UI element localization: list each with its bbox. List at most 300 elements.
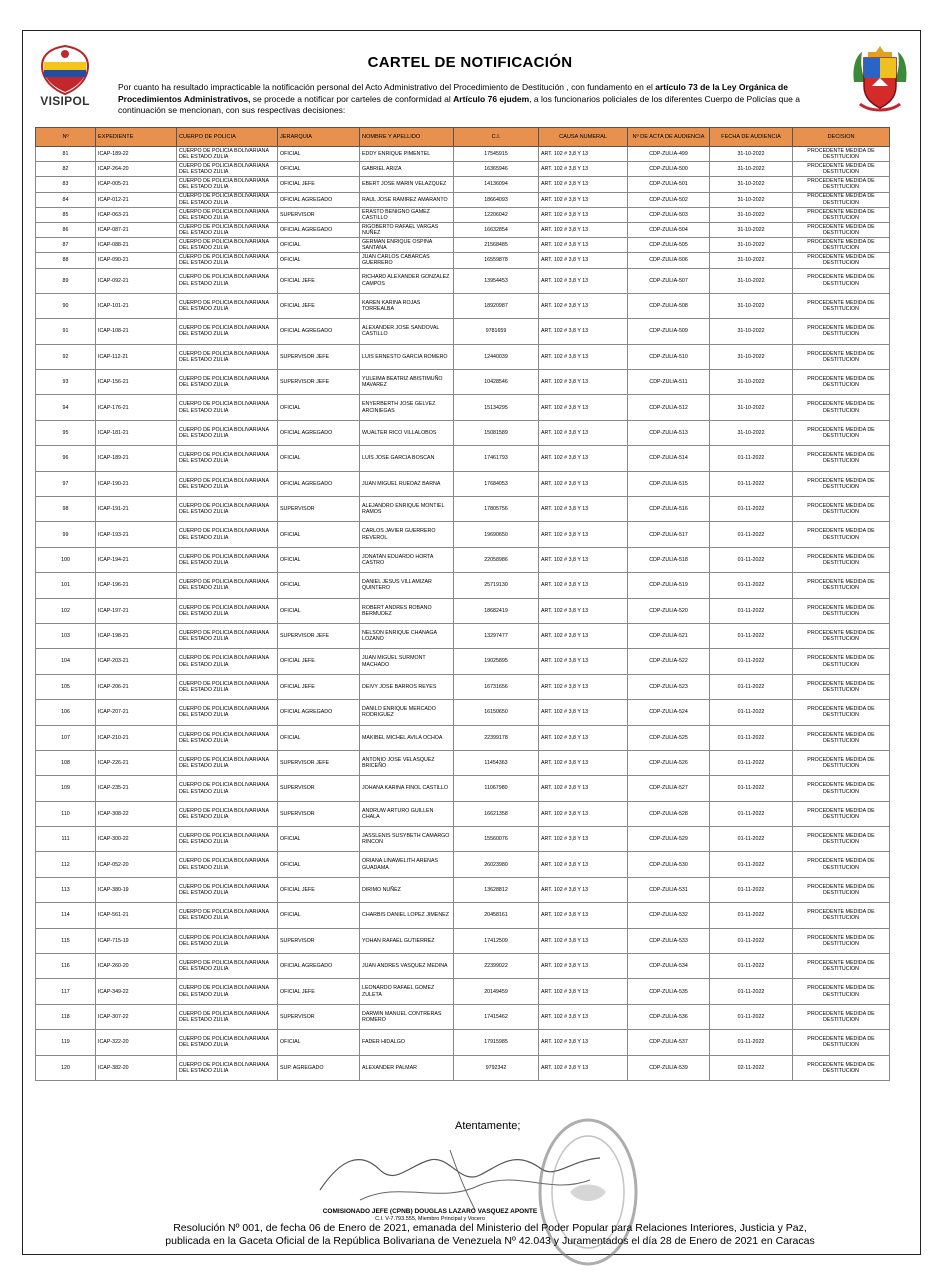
row-numero: 97 <box>36 471 96 496</box>
row-decision: PROCEDENTE MEDIDA DE DESTITUCION <box>793 776 890 801</box>
row-expediente: ICAP-176-21 <box>96 395 177 420</box>
row-cuerpo: CUERPO DE POLICIA BOLIVARIANA DEL ESTADO ZULIA <box>177 319 278 344</box>
row-numero: 101 <box>36 573 96 598</box>
row-causa: ART. 102 # 3,8 Y 13 <box>539 776 628 801</box>
row-cuerpo: CUERPO DE POLICIA BOLIVARIANA DEL ESTADO ZULIA <box>177 1004 278 1029</box>
row-decision: PROCEDENTE MEDIDA DE DESTITUCION <box>793 1030 890 1055</box>
row-numero: 83 <box>36 177 96 192</box>
row-expediente: ICAP-307-22 <box>96 1004 177 1029</box>
table-row <box>36 344 890 369</box>
table-row <box>36 852 890 877</box>
row-numero: 100 <box>36 547 96 572</box>
row-acta: CDP-ZULIA-527 <box>628 776 710 801</box>
row-ci: 15134295 <box>454 395 539 420</box>
row-ci: 12440039 <box>454 344 539 369</box>
row-fecha: 01-11-2022 <box>710 598 793 623</box>
row-acta: CDP-ZULIA-529 <box>628 827 710 852</box>
row-jerarquia: OFICIAL <box>278 253 360 268</box>
row-ci: 22399178 <box>454 725 539 750</box>
table-row <box>36 177 890 192</box>
intro-text-1: Por cuanto ha resultado impracticable la notificación personal del Acto Administrativo del Procedimiento de Destitución , con fundamento en el <box>118 82 656 92</box>
row-cuerpo: CUERPO DE POLICIA BOLIVARIANA DEL ESTADO ZULIA <box>177 623 278 648</box>
row-expediente: ICAP-382-20 <box>96 1055 177 1080</box>
row-causa: ART. 102 # 3,8 Y 13 <box>539 725 628 750</box>
row-acta: CDP-ZULIA-534 <box>628 954 710 979</box>
row-causa: ART. 102 # 3,8 Y 13 <box>539 395 628 420</box>
row-jerarquia: OFICIAL <box>278 827 360 852</box>
row-numero: 103 <box>36 623 96 648</box>
row-decision: PROCEDENTE MEDIDA DE DESTITUCION <box>793 471 890 496</box>
table-row <box>36 1055 890 1080</box>
row-decision: PROCEDENTE MEDIDA DE DESTITUCION <box>793 547 890 572</box>
row-cuerpo: CUERPO DE POLICIA BOLIVARIANA DEL ESTADO ZULIA <box>177 222 278 237</box>
row-ci: 22058986 <box>454 547 539 572</box>
row-decision: PROCEDENTE MEDIDA DE DESTITUCION <box>793 162 890 177</box>
row-numero: 119 <box>36 1030 96 1055</box>
row-nombre: LUIS JOSE GARCIA BOSCAN <box>360 446 454 471</box>
row-fecha: 31-10-2022 <box>710 207 793 222</box>
row-nombre: ALEJANDRO ENRIQUE MONTIEL RAMOS <box>360 497 454 522</box>
row-cuerpo: CUERPO DE POLICIA BOLIVARIANA DEL ESTADO ZULIA <box>177 344 278 369</box>
col-header-causa: CAUSA NUMERAL <box>539 128 628 147</box>
row-expediente: ICAP-194-21 <box>96 547 177 572</box>
row-causa: ART. 102 # 3,8 Y 13 <box>539 1004 628 1029</box>
row-nombre: WUALTER RICO VILLALOBOS <box>360 420 454 445</box>
row-fecha: 01-11-2022 <box>710 497 793 522</box>
row-ci: 15081589 <box>454 420 539 445</box>
row-ci: 10428546 <box>454 370 539 395</box>
row-ci: 12206042 <box>454 207 539 222</box>
table-row <box>36 801 890 826</box>
row-expediente: ICAP-322-20 <box>96 1030 177 1055</box>
row-acta: CDP-ZULIA-537 <box>628 1030 710 1055</box>
row-jerarquia: SUPERVISOR JEFE <box>278 623 360 648</box>
row-expediente: ICAP-715-19 <box>96 928 177 953</box>
row-nombre: ANTONIO JOSE VELASQUEZ BRICEÑO <box>360 750 454 775</box>
table-row <box>36 162 890 177</box>
row-causa: ART. 102 # 3,8 Y 13 <box>539 623 628 648</box>
row-cuerpo: CUERPO DE POLICIA BOLIVARIANA DEL ESTADO ZULIA <box>177 268 278 293</box>
row-nombre: FADER HIDALGO <box>360 1030 454 1055</box>
row-nombre: ENYERBERTH JOSE GELVEZ ARCINIEGAS <box>360 395 454 420</box>
row-jerarquia: OFICIAL AGREGADO <box>278 420 360 445</box>
row-acta: CDP-ZULIA-516 <box>628 497 710 522</box>
row-numero: 89 <box>36 268 96 293</box>
row-causa: ART. 102 # 3,8 Y 13 <box>539 928 628 953</box>
row-expediente: ICAP-063-21 <box>96 207 177 222</box>
row-numero: 94 <box>36 395 96 420</box>
table-row <box>36 471 890 496</box>
row-cuerpo: CUERPO DE POLICIA BOLIVARIANA DEL ESTADO ZULIA <box>177 522 278 547</box>
row-jerarquia: OFICIAL <box>278 903 360 928</box>
row-expediente: ICAP-198-21 <box>96 623 177 648</box>
row-causa: ART. 102 # 3,8 Y 13 <box>539 598 628 623</box>
row-fecha: 31-10-2022 <box>710 192 793 207</box>
row-numero: 113 <box>36 877 96 902</box>
row-expediente: ICAP-380-19 <box>96 877 177 902</box>
row-nombre: JOHANA KARINA FINOL CASTILLO <box>360 776 454 801</box>
row-numero: 81 <box>36 147 96 162</box>
row-fecha: 01-11-2022 <box>710 725 793 750</box>
row-cuerpo: CUERPO DE POLICIA BOLIVARIANA DEL ESTADO ZULIA <box>177 420 278 445</box>
col-header-cuerpo: CUERPO DE POLICIA <box>177 128 278 147</box>
row-cuerpo: CUERPO DE POLICIA BOLIVARIANA DEL ESTADO ZULIA <box>177 598 278 623</box>
row-acta: CDP-ZULIA-507 <box>628 268 710 293</box>
row-nombre: RAUL JOSE RAMIREZ AMARANTO <box>360 192 454 207</box>
coat-of-arms-icon <box>850 42 910 116</box>
row-causa: ART. 102 # 3,8 Y 13 <box>539 162 628 177</box>
row-nombre: ALEXANDER JOSE SANDOVAL CASTILLO <box>360 319 454 344</box>
table-row <box>36 674 890 699</box>
row-ci: 16632854 <box>454 222 539 237</box>
row-decision: PROCEDENTE MEDIDA DE DESTITUCION <box>793 979 890 1004</box>
table-body <box>36 147 890 1081</box>
row-cuerpo: CUERPO DE POLICIA BOLIVARIANA DEL ESTADO ZULIA <box>177 446 278 471</box>
row-cuerpo: CUERPO DE POLICIA BOLIVARIANA DEL ESTADO ZULIA <box>177 979 278 1004</box>
footer-line-1: Resolución Nº 001, de fecha 06 de Enero de 2021, emanada del Ministerio del Poder Popular para Relaciones Interiores, Justicia y Paz, <box>173 1222 807 1234</box>
row-expediente: ICAP-235-21 <box>96 776 177 801</box>
row-jerarquia: OFICIAL JEFE <box>278 649 360 674</box>
row-acta: CDP-ZULIA-533 <box>628 928 710 953</box>
row-cuerpo: CUERPO DE POLICIA BOLIVARIANA DEL ESTADO ZULIA <box>177 207 278 222</box>
row-cuerpo: CUERPO DE POLICIA BOLIVARIANA DEL ESTADO ZULIA <box>177 497 278 522</box>
row-decision: PROCEDENTE MEDIDA DE DESTITUCION <box>793 319 890 344</box>
row-cuerpo: CUERPO DE POLICIA BOLIVARIANA DEL ESTADO ZULIA <box>177 162 278 177</box>
row-nombre: CHARBIS DANIEL LOPEZ JIMENEZ <box>360 903 454 928</box>
row-decision: PROCEDENTE MEDIDA DE DESTITUCION <box>793 877 890 902</box>
row-ci: 9781659 <box>454 319 539 344</box>
row-nombre: EDDY ENRIQUE PIMENTEL <box>360 147 454 162</box>
row-cuerpo: CUERPO DE POLICIA BOLIVARIANA DEL ESTADO ZULIA <box>177 649 278 674</box>
row-causa: ART. 102 # 3,8 Y 13 <box>539 319 628 344</box>
row-expediente: ICAP-206-21 <box>96 674 177 699</box>
row-jerarquia: SUPERVISOR JEFE <box>278 750 360 775</box>
row-nombre: JUAN CARLOS CABARCAS GUERRERO <box>360 253 454 268</box>
row-numero: 96 <box>36 446 96 471</box>
table-row <box>36 497 890 522</box>
footer-text <box>150 1222 830 1248</box>
row-nombre: ERASTO BENIGNO GAMEZ CASTILLO <box>360 207 454 222</box>
row-cuerpo: CUERPO DE POLICIA BOLIVARIANA DEL ESTADO ZULIA <box>177 700 278 725</box>
row-decision: PROCEDENTE MEDIDA DE DESTITUCION <box>793 598 890 623</box>
row-nombre: DANIEL JESUS VILLAMIZAR QUINTERO <box>360 573 454 598</box>
row-ci: 13628812 <box>454 877 539 902</box>
row-acta: CDP-ZULIA-510 <box>628 344 710 369</box>
row-causa: ART. 102 # 3,8 Y 13 <box>539 522 628 547</box>
table-row <box>36 776 890 801</box>
row-acta: CDP-ZULIA-504 <box>628 222 710 237</box>
row-jerarquia: SUPERVISOR JEFE <box>278 370 360 395</box>
row-cuerpo: CUERPO DE POLICIA BOLIVARIANA DEL ESTADO ZULIA <box>177 147 278 162</box>
row-expediente: ICAP-193-21 <box>96 522 177 547</box>
row-jerarquia: OFICIAL <box>278 573 360 598</box>
row-decision: PROCEDENTE MEDIDA DE DESTITUCION <box>793 497 890 522</box>
row-acta: CDP-ZULIA-532 <box>628 903 710 928</box>
row-jerarquia: OFICIAL <box>278 1030 360 1055</box>
row-ci: 19690650 <box>454 522 539 547</box>
row-decision: PROCEDENTE MEDIDA DE DESTITUCION <box>793 827 890 852</box>
row-fecha: 01-11-2022 <box>710 954 793 979</box>
col-header-jerarquia: JERARQUIA <box>278 128 360 147</box>
row-nombre: ALEXANDER PALMAR <box>360 1055 454 1080</box>
row-causa: ART. 102 # 3,8 Y 13 <box>539 852 628 877</box>
row-decision: PROCEDENTE MEDIDA DE DESTITUCION <box>793 395 890 420</box>
intro-paragraph <box>118 82 820 117</box>
table-row <box>36 319 890 344</box>
row-ci: 9792342 <box>454 1055 539 1080</box>
row-ci: 25719130 <box>454 573 539 598</box>
col-header-fecha: FECHA DE AUDIENCIA <box>710 128 793 147</box>
row-ci: 11067980 <box>454 776 539 801</box>
row-decision: PROCEDENTE MEDIDA DE DESTITUCION <box>793 1055 890 1080</box>
row-fecha: 31-10-2022 <box>710 268 793 293</box>
table-row <box>36 1004 890 1029</box>
row-nombre: ORIANA LINAWELITH ARENAS GUADAMA <box>360 852 454 877</box>
table-row <box>36 573 890 598</box>
row-acta: CDP-ZULIA-502 <box>628 192 710 207</box>
row-causa: ART. 102 # 3,8 Y 13 <box>539 222 628 237</box>
row-fecha: 01-11-2022 <box>710 1004 793 1029</box>
row-fecha: 01-11-2022 <box>710 776 793 801</box>
row-numero: 90 <box>36 293 96 318</box>
row-ci: 18664093 <box>454 192 539 207</box>
row-ci: 16621358 <box>454 801 539 826</box>
row-causa: ART. 102 # 3,8 Y 13 <box>539 649 628 674</box>
row-decision: PROCEDENTE MEDIDA DE DESTITUCION <box>793 293 890 318</box>
row-jerarquia: OFICIAL <box>278 725 360 750</box>
row-fecha: 01-11-2022 <box>710 547 793 572</box>
table-row <box>36 827 890 852</box>
row-acta: CDP-ZULIA-522 <box>628 649 710 674</box>
row-expediente: ICAP-112-21 <box>96 344 177 369</box>
row-causa: ART. 102 # 3,8 Y 13 <box>539 207 628 222</box>
row-decision: PROCEDENTE MEDIDA DE DESTITUCION <box>793 420 890 445</box>
col-header-decision: DECISION <box>793 128 890 147</box>
row-jerarquia: OFICIAL JEFE <box>278 979 360 1004</box>
row-decision: PROCEDENTE MEDIDA DE DESTITUCION <box>793 1004 890 1029</box>
row-decision: PROCEDENTE MEDIDA DE DESTITUCION <box>793 192 890 207</box>
table-row <box>36 598 890 623</box>
row-cuerpo: CUERPO DE POLICIA BOLIVARIANA DEL ESTADO ZULIA <box>177 395 278 420</box>
intro-text-3: , a los funcionarios policiales de los diferentes Cuerpo de Policías que a continuación se mencionan, con sus respectivas decisiones: <box>118 93 800 115</box>
row-expediente: ICAP-349-22 <box>96 979 177 1004</box>
row-acta: CDP-ZULIA-531 <box>628 877 710 902</box>
row-jerarquia: SUP. AGREGADO <box>278 1055 360 1080</box>
row-jerarquia: OFICIAL <box>278 446 360 471</box>
row-decision: PROCEDENTE MEDIDA DE DESTITUCION <box>793 700 890 725</box>
row-nombre: CARLOS JAVIER GUERRERO REVEROL <box>360 522 454 547</box>
row-numero: 105 <box>36 674 96 699</box>
row-numero: 84 <box>36 192 96 207</box>
row-expediente: ICAP-181-21 <box>96 420 177 445</box>
table-row <box>36 954 890 979</box>
row-jerarquia: OFICIAL JEFE <box>278 877 360 902</box>
row-jerarquia: OFICIAL <box>278 547 360 572</box>
row-expediente: ICAP-207-21 <box>96 700 177 725</box>
row-nombre: NELSON ENRIQUE CHANAGA LOZANO <box>360 623 454 648</box>
col-header-acta: Nº DE ACTA DE AUDIENCIA <box>628 128 710 147</box>
row-fecha: 01-11-2022 <box>710 522 793 547</box>
row-decision: PROCEDENTE MEDIDA DE DESTITUCION <box>793 928 890 953</box>
row-jerarquia: OFICIAL JEFE <box>278 177 360 192</box>
row-causa: ART. 102 # 3,8 Y 13 <box>539 1055 628 1080</box>
row-numero: 112 <box>36 852 96 877</box>
row-ci: 26023980 <box>454 852 539 877</box>
table-row <box>36 903 890 928</box>
row-fecha: 31-10-2022 <box>710 177 793 192</box>
row-jerarquia: OFICIAL JEFE <box>278 268 360 293</box>
row-numero: 108 <box>36 750 96 775</box>
row-decision: PROCEDENTE MEDIDA DE DESTITUCION <box>793 649 890 674</box>
row-fecha: 31-10-2022 <box>710 293 793 318</box>
row-numero: 111 <box>36 827 96 852</box>
row-causa: ART. 102 # 3,8 Y 13 <box>539 177 628 192</box>
row-acta: CDP-ZULIA-525 <box>628 725 710 750</box>
row-causa: ART. 102 # 3,8 Y 13 <box>539 674 628 699</box>
row-causa: ART. 102 # 3,8 Y 13 <box>539 253 628 268</box>
row-decision: PROCEDENTE MEDIDA DE DESTITUCION <box>793 852 890 877</box>
row-fecha: 01-11-2022 <box>710 979 793 1004</box>
table-row <box>36 395 890 420</box>
row-cuerpo: CUERPO DE POLICIA BOLIVARIANA DEL ESTADO ZULIA <box>177 177 278 192</box>
table-row <box>36 238 890 253</box>
row-jerarquia: SUPERVISOR JEFE <box>278 344 360 369</box>
row-fecha: 31-10-2022 <box>710 162 793 177</box>
row-acta: CDP-ZULIA-515 <box>628 471 710 496</box>
row-ci: 13954453 <box>454 268 539 293</box>
table-header-row <box>36 128 890 147</box>
row-numero: 110 <box>36 801 96 826</box>
col-header-expediente: EXPEDIENTE <box>96 128 177 147</box>
row-jerarquia: SUPERVISOR <box>278 801 360 826</box>
table-row <box>36 547 890 572</box>
row-ci: 20458161 <box>454 903 539 928</box>
official-seal-stamp <box>530 1112 640 1272</box>
table-row <box>36 522 890 547</box>
row-expediente: ICAP-088-21 <box>96 238 177 253</box>
row-expediente: ICAP-052-20 <box>96 852 177 877</box>
row-jerarquia: OFICIAL <box>278 162 360 177</box>
row-nombre: DARWIN MANUEL CONTRERAS ROMERO <box>360 1004 454 1029</box>
row-fecha: 02-11-2022 <box>710 1055 793 1080</box>
row-expediente: ICAP-156-21 <box>96 370 177 395</box>
row-ci: 17805756 <box>454 497 539 522</box>
row-fecha: 01-11-2022 <box>710 700 793 725</box>
row-fecha: 01-11-2022 <box>710 446 793 471</box>
row-decision: PROCEDENTE MEDIDA DE DESTITUCION <box>793 903 890 928</box>
row-acta: CDP-ZULIA-528 <box>628 801 710 826</box>
table-row <box>36 750 890 775</box>
table-row <box>36 725 890 750</box>
row-ci: 13297477 <box>454 623 539 648</box>
row-cuerpo: CUERPO DE POLICIA BOLIVARIANA DEL ESTADO ZULIA <box>177 1030 278 1055</box>
row-cuerpo: CUERPO DE POLICIA BOLIVARIANA DEL ESTADO ZULIA <box>177 877 278 902</box>
row-fecha: 01-11-2022 <box>710 1030 793 1055</box>
row-decision: PROCEDENTE MEDIDA DE DESTITUCION <box>793 370 890 395</box>
table-row <box>36 370 890 395</box>
row-expediente: ICAP-203-21 <box>96 649 177 674</box>
table-row <box>36 253 890 268</box>
row-expediente: ICAP-561-21 <box>96 903 177 928</box>
row-acta: CDP-ZULIA-530 <box>628 852 710 877</box>
row-jerarquia: OFICIAL JEFE <box>278 674 360 699</box>
row-nombre: YOHAN RAFAEL GUTIERREZ <box>360 928 454 953</box>
table-row <box>36 147 890 162</box>
row-acta: CDP-ZULIA-523 <box>628 674 710 699</box>
row-cuerpo: CUERPO DE POLICIA BOLIVARIANA DEL ESTADO ZULIA <box>177 471 278 496</box>
row-nombre: EBERT JOSE MARIN VELAZQUEZ <box>360 177 454 192</box>
row-jerarquia: SUPERVISOR <box>278 1004 360 1029</box>
row-causa: ART. 102 # 3,8 Y 13 <box>539 750 628 775</box>
row-ci: 21568485 <box>454 238 539 253</box>
row-decision: PROCEDENTE MEDIDA DE DESTITUCION <box>793 207 890 222</box>
row-fecha: 01-11-2022 <box>710 827 793 852</box>
row-causa: ART. 102 # 3,8 Y 13 <box>539 446 628 471</box>
row-nombre: LEONARDO RAFAEL GOMEZ ZULETA <box>360 979 454 1004</box>
row-acta: CDP-ZULIA-524 <box>628 700 710 725</box>
row-numero: 99 <box>36 522 96 547</box>
row-numero: 91 <box>36 319 96 344</box>
row-ci: 18920987 <box>454 293 539 318</box>
row-expediente: ICAP-190-21 <box>96 471 177 496</box>
row-numero: 88 <box>36 253 96 268</box>
row-cuerpo: CUERPO DE POLICIA BOLIVARIANA DEL ESTADO ZULIA <box>177 750 278 775</box>
row-expediente: ICAP-300-22 <box>96 827 177 852</box>
row-acta: CDP-ZULIA-505 <box>628 238 710 253</box>
row-causa: ART. 102 # 3,8 Y 13 <box>539 801 628 826</box>
row-ci: 17545915 <box>454 147 539 162</box>
row-cuerpo: CUERPO DE POLICIA BOLIVARIANA DEL ESTADO ZULIA <box>177 801 278 826</box>
table-row <box>36 928 890 953</box>
row-nombre: GERMAN ENRIQUE OSPINA SANTANA <box>360 238 454 253</box>
row-fecha: 31-10-2022 <box>710 344 793 369</box>
row-acta: CDP-ZULIA-499 <box>628 147 710 162</box>
row-decision: PROCEDENTE MEDIDA DE DESTITUCION <box>793 674 890 699</box>
row-expediente: ICAP-191-21 <box>96 497 177 522</box>
row-numero: 82 <box>36 162 96 177</box>
row-jerarquia: OFICIAL AGREGADO <box>278 192 360 207</box>
row-causa: ART. 102 # 3,8 Y 13 <box>539 192 628 207</box>
row-fecha: 31-10-2022 <box>710 238 793 253</box>
row-ci: 17415462 <box>454 1004 539 1029</box>
row-numero: 114 <box>36 903 96 928</box>
signer-details: C.I. V-7.793.555, Miembro Principal y Vocero <box>375 1216 485 1222</box>
row-decision: PROCEDENTE MEDIDA DE DESTITUCION <box>793 147 890 162</box>
row-expediente: ICAP-189-22 <box>96 147 177 162</box>
footer-line-2: publicada en la Gaceta Oficial de la República Bolivariana de Venezuela Nº 42.043 y Juramentados el día 28 de Enero de 2021 en Caracas <box>165 1235 815 1247</box>
row-decision: PROCEDENTE MEDIDA DE DESTITUCION <box>793 522 890 547</box>
row-decision: PROCEDENTE MEDIDA DE DESTITUCION <box>793 623 890 648</box>
table-row <box>36 623 890 648</box>
row-causa: ART. 102 # 3,8 Y 13 <box>539 497 628 522</box>
row-acta: CDP-ZULIA-500 <box>628 162 710 177</box>
row-numero: 87 <box>36 238 96 253</box>
row-nombre: JUAN MIGUEL SURMONT MACHADO <box>360 649 454 674</box>
row-cuerpo: CUERPO DE POLICIA BOLIVARIANA DEL ESTADO ZULIA <box>177 192 278 207</box>
row-expediente: ICAP-101-21 <box>96 293 177 318</box>
row-causa: ART. 102 # 3,8 Y 13 <box>539 293 628 318</box>
row-fecha: 01-11-2022 <box>710 903 793 928</box>
row-decision: PROCEDENTE MEDIDA DE DESTITUCION <box>793 573 890 598</box>
row-causa: ART. 102 # 3,8 Y 13 <box>539 903 628 928</box>
row-fecha: 31-10-2022 <box>710 319 793 344</box>
row-numero: 95 <box>36 420 96 445</box>
row-ci: 22399022 <box>454 954 539 979</box>
row-ci: 15560076 <box>454 827 539 852</box>
row-jerarquia: OFICIAL JEFE <box>278 293 360 318</box>
row-acta: CDP-ZULIA-539 <box>628 1055 710 1080</box>
row-causa: ART. 102 # 3,8 Y 13 <box>539 547 628 572</box>
